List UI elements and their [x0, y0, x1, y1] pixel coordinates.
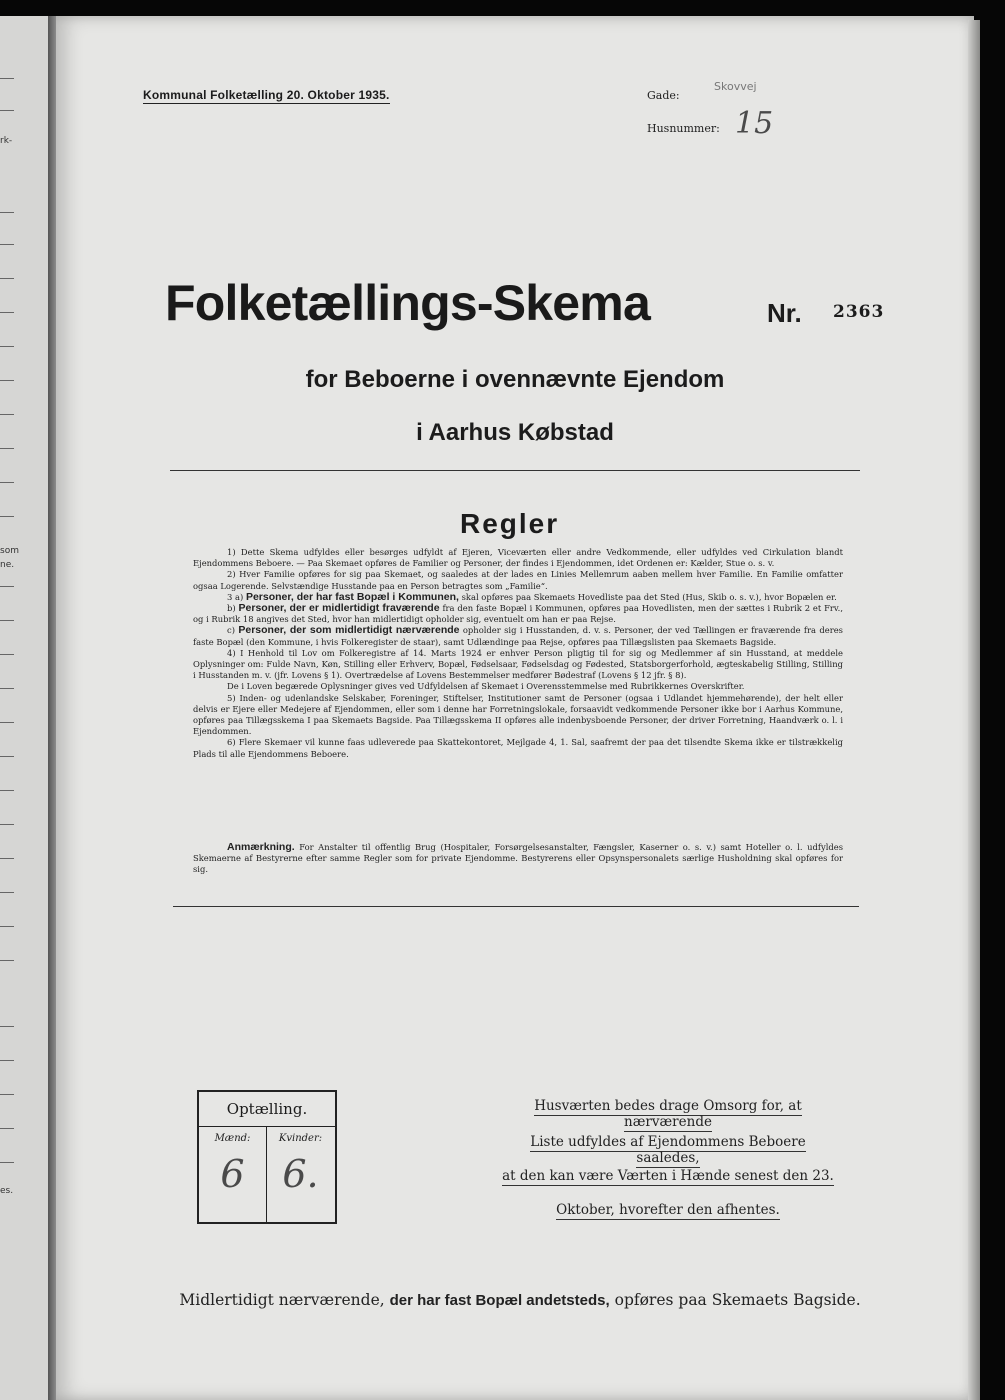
form-title: Folketællings-Skema — [165, 275, 650, 331]
form-number-label: Nr. — [767, 298, 802, 328]
rule-5: 5) Inden- og udenlandske Selskaber, Foreninger, Stiftelser, Institutioner samt de Personer (ogsaa i Udlandet hjemmehørende), der helt eller delvis er Ejere eller Medejere af Ejendommen, eller som i denne har Forretningslokale, forsaavidt vedkommende Personer ikke bor i Aarhus Kommune, opføres paa Tillægsskema I paa Skemaets Bagside. Paa Tillægsskema II opføres alle indenbysboende Personer, der driver Forretning, Haandværk o. l. i Ejendommen. — [193, 692, 843, 737]
footer-note: Midlertidigt nærværende, der har fast Bopæl andetsteds, opføres paa Skemaets Bagside. — [179, 1291, 861, 1309]
remark-text: For Anstalter til offentlig Brug (Hospitaler, Forsørgelsesanstalter, Fængsler, Kaserner o. s. v.) samt Hoteller o. l. udfyldes Skemaerne af Bestyrerne efter samme Regler som for private Ejendomme. Bestyrerens eller Opsynspersonalets særlige Husholdning skal opføres for sig. — [193, 842, 844, 875]
count-women — [267, 1127, 334, 1222]
women-count: 6. — [282, 1152, 319, 1196]
rules-text — [193, 547, 843, 760]
notice-line: at den kan være Værten i Hænde senest den 23. — [502, 1168, 834, 1184]
previous-page-edge — [0, 16, 50, 1400]
rule-3c: c) Personer, der som midlertidigt nærværende opholder sig i Husstanden, d. v. s. Personer, der ved Tællingen er fraværende fra deres faste Bopæl (den Kommune, i hvis Folkeregister de staar), samt Udlændinge paa Rejse, opføres paa Tillægslisten paa Skemaets Bagside. — [193, 624, 843, 647]
remark — [193, 842, 843, 876]
previous-page-fragment: ne. — [0, 560, 15, 570]
census-header: Kommunal Folketælling 20. Oktober 1935. — [143, 88, 390, 102]
divider — [170, 470, 860, 471]
men-label: Mænd: — [214, 1133, 251, 1144]
count-box-title: Optælling. — [199, 1092, 335, 1127]
previous-page-fragment: som — [0, 546, 19, 556]
rule-3b: b) Personer, der er midlertidigt fraværende fra den faste Bopæl i Kommunen, opføres paa Hovedlisten, men der sættes i Rubrik 2 et Frv., og i Rubrik 18 angives det Sted, hvor han midlertidigt opholder sig, eventuelt om han er paa Rejse. — [193, 602, 843, 625]
women-label: Kvinder: — [278, 1133, 323, 1144]
rule-4b: De i Loven begærede Oplysninger gives ved Udfyldelsen af Skemaet i Overensstemmelse med Rubrikkernes Overskrifter. — [227, 681, 745, 692]
count-box — [197, 1090, 337, 1224]
notice-line: Husværten bedes drage Omsorg for, at nærværende — [534, 1098, 802, 1130]
form-subtitle: for Beboerne i ovennævnte Ejendom — [305, 366, 725, 393]
remark-label: Anmærkning. — [227, 841, 295, 853]
husnummer-value: 15 — [735, 106, 774, 141]
rule-6: 6) Flere Skemaer vil kunne faas udleverede paa Skattekontoret, Mejlgade 4, 1. Sal, saafremt der paa det tilsendte Skema ikke er tilstrækkelig Plads til alle Ejendommens Beboere. — [193, 737, 843, 759]
notice-line: Oktober, hvorefter den afhentes. — [556, 1202, 780, 1218]
rule-3a: 3 a) Personer, der har fast Bopæl i Kommunen, skal opføres paa Skemaets Hovedliste paa det Sted (Hus, Skib o. s. v.), hvor Bopælen er. — [227, 590, 837, 603]
rule-1: 1) Dette Skema udfyldes eller besørges udfyldt af Ejeren, Viceværten eller andre Vedkommende, eller udfyldes ved Cirkulation blandt Ejendommens Beboere. — Paa Skemaet opføres de Familier og Personer, der findes i Ejendommen, idet Ordenen er: Kælder, Stue o. s. v. — [193, 547, 843, 569]
divider — [173, 906, 859, 907]
form-subtitle-city: i Aarhus Købstad — [416, 419, 614, 446]
rules-heading: Regler — [460, 508, 560, 539]
gade-value: Skovvej — [714, 80, 757, 93]
men-count: 6 — [220, 1152, 245, 1196]
count-men — [199, 1127, 266, 1222]
rule-2: 2) Hver Familie opføres for sig paa Skemaet, og saaledes at der lades en Linies Mellemrum aaben mellem hver Familie. En Familie omfatter ogsaa Logerende. Selvstændige Husstande paa en Person betragtes som „Familie“. — [193, 569, 843, 591]
previous-page-fragment: rk- — [0, 136, 13, 146]
gade-label: Gade: — [647, 89, 680, 102]
rule-4: 4) I Henhold til Lov om Folkeregistre af 14. Marts 1924 er enhver Person pligtig til for sig og Medlemmer af sin Husstand, at meddele Oplysninger om: Fulde Navn, Køn, Stilling eller Erhverv, Bopæl, Fødselsaar, Fødselsdag og Fødested, Statsborgerforhold, ægteskabelig Stilling, Stilling i Husstanden m. v. (jfr. Lovens § 1). Overtrædelse af Lovens Bestemmelser medfører Bødestraf (Lovens § 12 jfr. § 8). — [193, 647, 843, 681]
page-edge — [968, 20, 980, 1400]
husnummer-label: Husnummer: — [647, 122, 720, 135]
notice-line: Liste udfyldes af Ejendommens Beboere saaledes, — [530, 1134, 806, 1166]
form-number-value: 2363 — [833, 302, 885, 322]
previous-page-fragment: es. — [0, 1186, 14, 1196]
